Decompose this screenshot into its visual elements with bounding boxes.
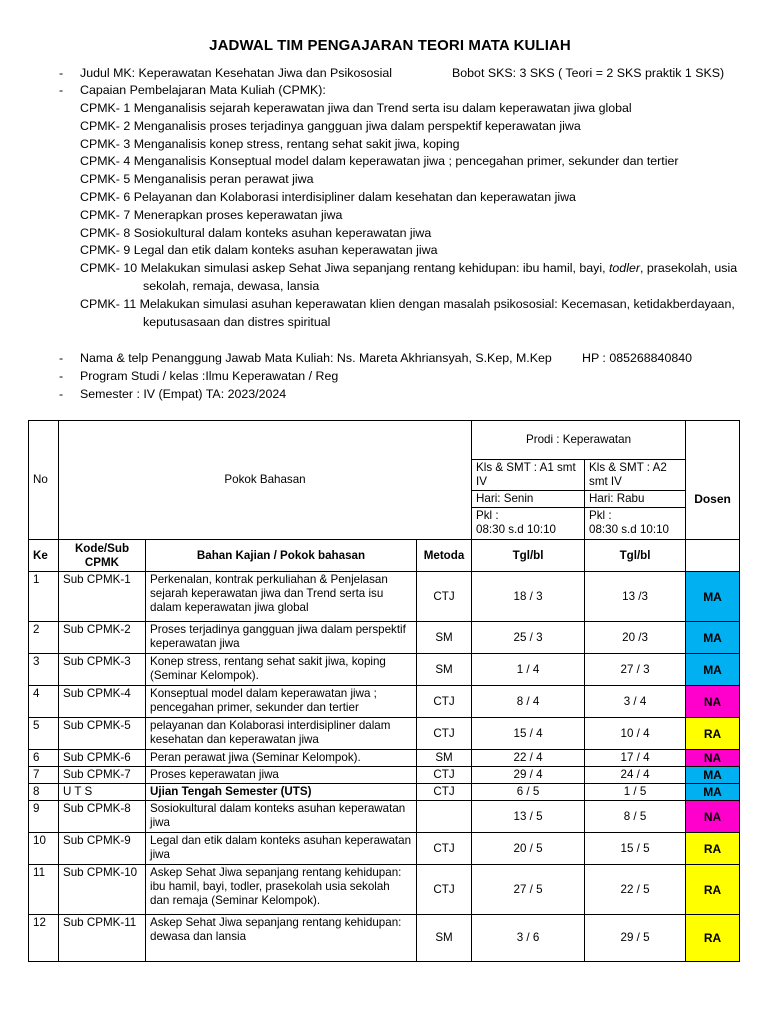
row-tgl-a1: 1 / 4 — [472, 654, 585, 686]
table-row — [29, 654, 740, 686]
row-dosen: NA — [686, 686, 740, 718]
cpmk-10 — [80, 260, 737, 277]
table-row — [29, 572, 740, 622]
table-row — [29, 784, 740, 801]
cpmk-1: CPMK- 1 Menganalisis sejarah keperawatan jiwa dan Trend serta isu dalam keperawatan jiwa global — [80, 101, 632, 115]
cpmk-10-text-a: CPMK- 10 Melakukan simulasi askep Sehat Jiwa sepanjang rentang kehidupan: ibu hamil, bayi, — [80, 261, 609, 275]
row-ke: 8 — [29, 784, 59, 801]
row-tgl-a1: 25 / 3 — [472, 622, 585, 654]
table-row — [29, 718, 740, 750]
row-dosen: NA — [686, 801, 740, 833]
col-header-tgl-a1: Tgl/bl — [472, 540, 585, 572]
row-tgl-a1: 6 / 5 — [472, 784, 585, 801]
header-a2-hari: Hari: Rabu — [585, 491, 686, 508]
info-semester: Semester : IV (Empat) TA: 2023/2024 — [80, 387, 287, 401]
table-row — [29, 865, 740, 915]
row-kode: Sub CPMK-9 — [59, 833, 146, 865]
row-bahan: Peran perawat jiwa (Seminar Kelompok). — [146, 750, 417, 767]
row-ke: 2 — [29, 622, 59, 654]
row-metoda: CTJ — [417, 865, 472, 915]
row-kode: Sub CPMK-6 — [59, 750, 146, 767]
row-kode: Sub CPMK-4 — [59, 686, 146, 718]
row-metoda: SM — [417, 654, 472, 686]
info-hp: HP : 085268840840 — [582, 351, 693, 365]
row-metoda: CTJ — [417, 718, 472, 750]
info-judul: Judul MK: Keperawatan Kesehatan Jiwa dan Psikososial — [80, 66, 393, 80]
row-tgl-a1: 8 / 4 — [472, 686, 585, 718]
cpmk-11-continued: keputusasaan dan distres spiritual — [143, 315, 331, 329]
row-metoda: SM — [417, 750, 472, 767]
row-kode: Sub CPMK-5 — [59, 718, 146, 750]
cpmk-2: CPMK- 2 Menganalisis proses terjadinya gangguan jiwa dalam perspektif keperawatan jiwa — [80, 119, 581, 133]
row-metoda: CTJ — [417, 833, 472, 865]
header-prodi: Prodi : Keperawatan — [472, 421, 686, 460]
row-metoda: CTJ — [417, 767, 472, 784]
row-bahan: Perkenalan, kontrak perkuliahan & Penjelasan sejarah keperawatan jiwa dan Trend serta isu dalam keperawatan jiwa global — [146, 572, 417, 622]
row-dosen: RA — [686, 915, 740, 962]
row-tgl-a2: 1 / 5 — [585, 784, 686, 801]
row-ke: 9 — [29, 801, 59, 833]
row-tgl-a2: 29 / 5 — [585, 915, 686, 962]
info-prodi: Program Studi / kelas :Ilmu Keperawatan / Reg — [80, 369, 339, 383]
col-header-ke: Ke — [29, 540, 59, 572]
row-dosen: MA — [686, 622, 740, 654]
row-tgl-a2: 27 / 3 — [585, 654, 686, 686]
bullet-dash: - — [59, 351, 64, 365]
cpmk-9: CPMK- 9 Legal dan etik dalam konteks asuhan keperawatan jiwa — [80, 243, 438, 257]
document-title: JADWAL TIM PENGAJARAN TEORI MATA KULIAH — [209, 37, 571, 54]
cpmk-11: CPMK- 11 Melakukan simulasi asuhan keperawatan klien dengan masalah psikososial: Kecemasan, ketidakberdayaan, — [80, 297, 735, 311]
cpmk-5: CPMK- 5 Menganalisis peran perawat jiwa — [80, 172, 314, 186]
row-tgl-a1: 13 / 5 — [472, 801, 585, 833]
row-ke: 1 — [29, 572, 59, 622]
row-metoda: CTJ — [417, 572, 472, 622]
table-row — [29, 750, 740, 767]
table-row — [29, 686, 740, 718]
cpmk-7: CPMK- 7 Menerapkan proses keperawatan jiwa — [80, 208, 343, 222]
bullet-dash: - — [59, 387, 64, 401]
row-ke: 10 — [29, 833, 59, 865]
row-bahan: Proses keperawatan jiwa — [146, 767, 417, 784]
row-ke: 7 — [29, 767, 59, 784]
row-metoda: SM — [417, 622, 472, 654]
row-tgl-a2: 20 /3 — [585, 622, 686, 654]
cpmk-6: CPMK- 6 Pelayanan dan Kolaborasi interdisipliner dalam kesehatan dan keperawatan jiwa — [80, 190, 576, 204]
row-ke: 4 — [29, 686, 59, 718]
info-capaian: Capaian Pembelajaran Mata Kuliah (CPMK): — [80, 83, 326, 97]
col-header-tgl-a2: Tgl/bl — [585, 540, 686, 572]
row-dosen: MA — [686, 767, 740, 784]
row-metoda: CTJ — [417, 686, 472, 718]
row-dosen: RA — [686, 718, 740, 750]
header-no: No — [29, 421, 59, 540]
col-header-bahan: Bahan Kajian / Pokok bahasan — [146, 540, 417, 572]
schedule-rows — [29, 572, 740, 962]
row-bahan: Ujian Tengah Semester (UTS) — [146, 784, 417, 801]
table-row — [29, 801, 740, 833]
row-bahan: Sosiokultural dalam konteks asuhan keperawatan jiwa — [146, 801, 417, 833]
info-penanggung: Nama & telp Penanggung Jawab Mata Kuliah: Ns. Mareta Akhriansyah, S.Kep, M.Kep — [80, 351, 552, 365]
header-pokok-bahasan: Pokok Bahasan — [59, 421, 472, 540]
row-tgl-a1: 15 / 4 — [472, 718, 585, 750]
bullet-dash: - — [59, 83, 64, 97]
row-bahan: Askep Sehat Jiwa sepanjang rentang kehidupan: dewasa dan lansia — [146, 915, 417, 962]
a2-pkl-time: 08:30 s.d 10:10 — [589, 523, 669, 536]
row-bahan: Legal dan etik dalam konteks asuhan keperawatan jiwa — [146, 833, 417, 865]
header-a1-hari: Hari: Senin — [472, 491, 585, 508]
table-row — [29, 767, 740, 784]
row-dosen: RA — [686, 833, 740, 865]
row-dosen: MA — [686, 572, 740, 622]
a2-pkl-label: Pkl : — [589, 509, 612, 522]
row-tgl-a2: 22 / 5 — [585, 865, 686, 915]
row-ke: 6 — [29, 750, 59, 767]
row-tgl-a2: 10 / 4 — [585, 718, 686, 750]
row-kode: Sub CPMK-11 — [59, 915, 146, 962]
row-metoda — [417, 801, 472, 833]
a1-pkl-time: 08:30 s.d 10:10 — [476, 523, 556, 536]
row-tgl-a2: 15 / 5 — [585, 833, 686, 865]
row-dosen: NA — [686, 750, 740, 767]
row-dosen: RA — [686, 865, 740, 915]
row-bahan: Konseptual model dalam keperawatan jiwa ; pencegahan primer, sekunder dan tertier — [146, 686, 417, 718]
row-tgl-a2: 13 /3 — [585, 572, 686, 622]
table-row — [29, 622, 740, 654]
row-kode: U T S — [59, 784, 146, 801]
header-a2-pkl — [585, 508, 686, 540]
row-kode: Sub CPMK-3 — [59, 654, 146, 686]
row-metoda: SM — [417, 915, 472, 962]
bullet-dash: - — [59, 369, 64, 383]
row-ke: 5 — [29, 718, 59, 750]
header-a2-kls: Kls & SMT : A2 smt IV — [585, 460, 686, 491]
a1-pkl-label: Pkl : — [476, 509, 499, 522]
table-row — [29, 833, 740, 865]
row-kode: Sub CPMK-10 — [59, 865, 146, 915]
row-dosen: MA — [686, 784, 740, 801]
row-tgl-a1: 20 / 5 — [472, 833, 585, 865]
row-tgl-a2: 24 / 4 — [585, 767, 686, 784]
row-tgl-a1: 22 / 4 — [472, 750, 585, 767]
table-row — [29, 915, 740, 962]
col-header-metoda: Metoda — [417, 540, 472, 572]
row-tgl-a1: 29 / 4 — [472, 767, 585, 784]
cpmk-10-text-b: , prasekolah, usia — [639, 261, 738, 275]
row-ke: 11 — [29, 865, 59, 915]
schedule-table — [28, 420, 740, 962]
info-bobot: Bobot SKS: 3 SKS ( Teori = 2 SKS praktik 1 SKS) — [452, 66, 725, 80]
row-bahan: Askep Sehat Jiwa sepanjang rentang kehidupan: ibu hamil, bayi, todler, prasekolah usia sekolah dan remaja (Seminar Kelompok). — [146, 865, 417, 915]
header-a1-kls: Kls & SMT : A1 smt IV — [472, 460, 585, 491]
cpmk-10-italic: todler — [608, 261, 640, 275]
row-tgl-a2: 17 / 4 — [585, 750, 686, 767]
row-ke: 3 — [29, 654, 59, 686]
header-dosen-top — [686, 421, 740, 460]
row-tgl-a2: 3 / 4 — [585, 686, 686, 718]
row-tgl-a1: 3 / 6 — [472, 915, 585, 962]
cpmk-3: CPMK- 3 Menganalisis konep stress, rentang sehat sakit jiwa, koping — [80, 137, 460, 151]
col-header-kode: Kode/Sub CPMK — [59, 540, 146, 572]
header-a1-pkl — [472, 508, 585, 540]
row-ke: 12 — [29, 915, 59, 962]
row-dosen: MA — [686, 654, 740, 686]
row-bahan: Proses terjadinya gangguan jiwa dalam perspektif keperawatan jiwa — [146, 622, 417, 654]
row-kode: Sub CPMK-8 — [59, 801, 146, 833]
cpmk-10-continued: sekolah, remaja, dewasa, lansia — [143, 279, 320, 293]
cpmk-4: CPMK- 4 Menganalisis Konseptual model dalam keperawatan jiwa ; pencegahan primer, sekunder dan tertier — [80, 154, 679, 168]
row-metoda: CTJ — [417, 784, 472, 801]
header-dosen: Dosen — [686, 460, 740, 540]
row-tgl-a2: 8 / 5 — [585, 801, 686, 833]
row-tgl-a1: 27 / 5 — [472, 865, 585, 915]
col-header-dosen-blank — [686, 540, 740, 572]
row-kode: Sub CPMK-7 — [59, 767, 146, 784]
cpmk-8: CPMK- 8 Sosiokultural dalam konteks asuhan keperawatan jiwa — [80, 226, 432, 240]
row-bahan: Konep stress, rentang sehat sakit jiwa, koping (Seminar Kelompok). — [146, 654, 417, 686]
row-kode: Sub CPMK-1 — [59, 572, 146, 622]
row-bahan: pelayanan dan Kolaborasi interdisipliner dalam kesehatan dan keperawatan jiwa — [146, 718, 417, 750]
row-kode: Sub CPMK-2 — [59, 622, 146, 654]
row-tgl-a1: 18 / 3 — [472, 572, 585, 622]
